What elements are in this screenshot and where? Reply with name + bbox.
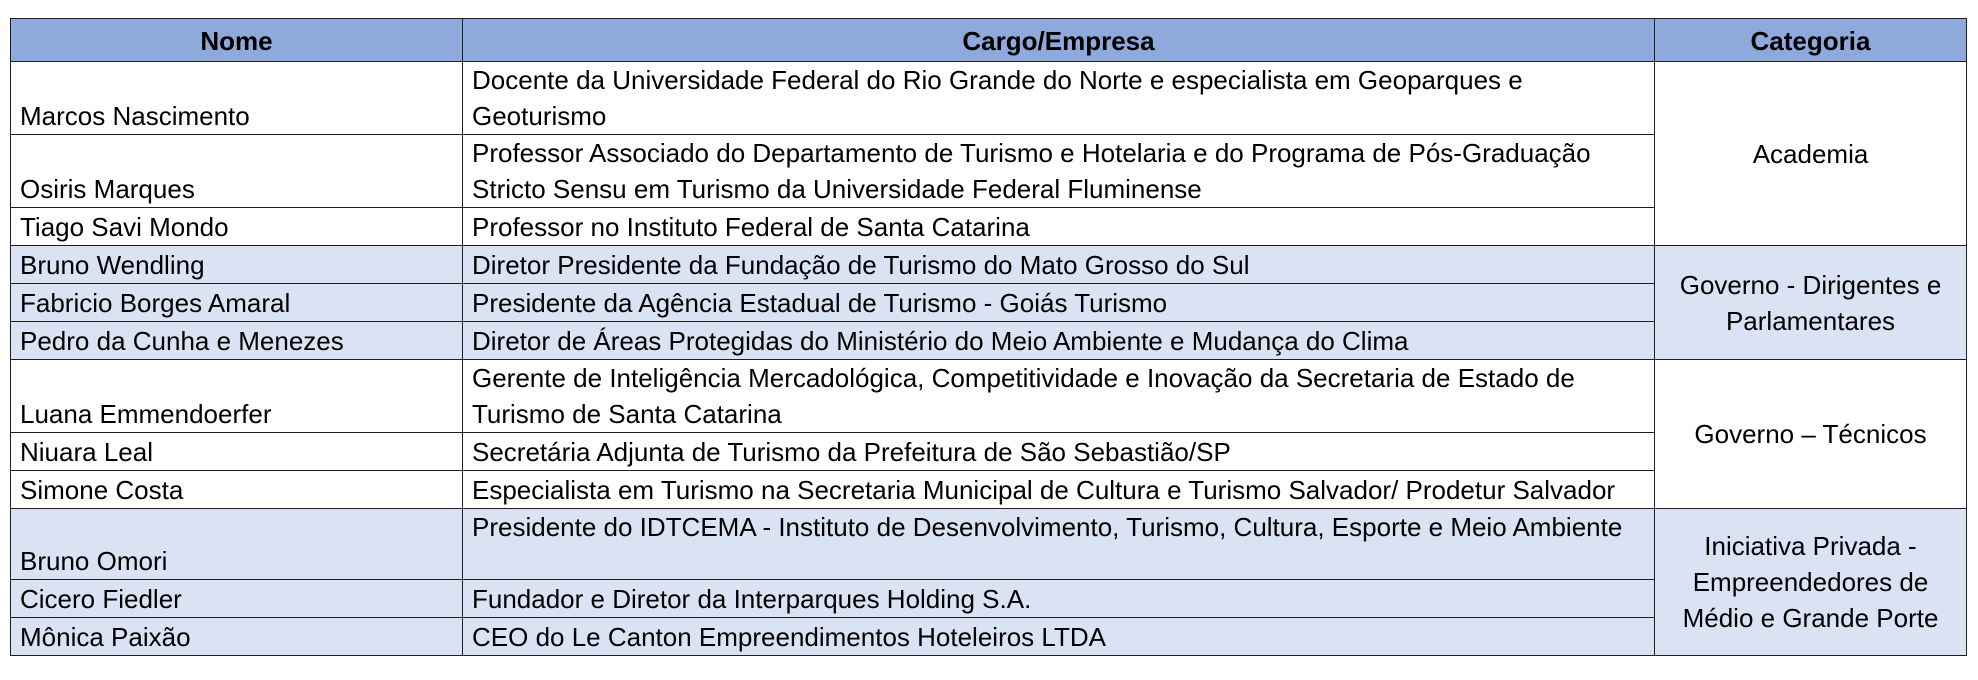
nome-cell: Pedro da Cunha e Menezes: [11, 322, 463, 360]
nome-cell: Osiris Marques: [11, 135, 463, 208]
cargo-cell: Professor Associado do Departamento de Turismo e Hotelaria e do Programa de Pós-Graduação Stricto Sensu em Turismo da Universidade Federal Fluminense: [463, 135, 1655, 208]
cargo-cell: Diretor Presidente da Fundação de Turismo do Mato Grosso do Sul: [463, 246, 1655, 284]
table-header-row: [11, 19, 1967, 62]
table-row: [11, 360, 1967, 433]
nome-cell: Niuara Leal: [11, 433, 463, 471]
cargo-cell: Professor no Instituto Federal de Santa Catarina: [463, 208, 1655, 246]
table-row: [11, 509, 1967, 580]
categoria-cell: Governo - Dirigentes e Parlamentares: [1655, 246, 1967, 360]
categoria-cell: Iniciativa Privada - Empreendedores de Médio e Grande Porte: [1655, 509, 1967, 656]
cargo-cell: Presidente da Agência Estadual de Turismo - Goiás Turismo: [463, 284, 1655, 322]
cargo-cell: Docente da Universidade Federal do Rio Grande do Norte e especialista em Geoparques e Geoturismo: [463, 62, 1655, 135]
header-categoria: Categoria: [1655, 19, 1967, 62]
cargo-cell: Secretária Adjunta de Turismo da Prefeitura de São Sebastião/SP: [463, 433, 1655, 471]
categoria-cell: Academia: [1655, 62, 1967, 246]
nome-cell: Luana Emmendoerfer: [11, 360, 463, 433]
participants-table: [10, 18, 1967, 656]
nome-cell: Simone Costa: [11, 471, 463, 509]
nome-cell: Tiago Savi Mondo: [11, 208, 463, 246]
cargo-cell: Especialista em Turismo na Secretaria Municipal de Cultura e Turismo Salvador/ Prodetur Salvador: [463, 471, 1655, 509]
cargo-cell: CEO do Le Canton Empreendimentos Hoteleiros LTDA: [463, 618, 1655, 656]
cargo-cell: Diretor de Áreas Protegidas do Ministério do Meio Ambiente e Mudança do Clima: [463, 322, 1655, 360]
header-cargo: Cargo/Empresa: [463, 19, 1655, 62]
cargo-cell: Gerente de Inteligência Mercadológica, Competitividade e Inovação da Secretaria de Estado de Turismo de Santa Catarina: [463, 360, 1655, 433]
nome-cell: Bruno Wendling: [11, 246, 463, 284]
nome-cell: Bruno Omori: [11, 509, 463, 580]
cargo-cell: Presidente do IDTCEMA - Instituto de Desenvolvimento, Turismo, Cultura, Esporte e Meio Ambiente: [463, 509, 1655, 580]
nome-cell: Marcos Nascimento: [11, 62, 463, 135]
categoria-cell: Governo – Técnicos: [1655, 360, 1967, 509]
table-row: [11, 62, 1967, 135]
nome-cell: Mônica Paixão: [11, 618, 463, 656]
cargo-cell: Fundador e Diretor da Interparques Holding S.A.: [463, 580, 1655, 618]
nome-cell: Fabricio Borges Amaral: [11, 284, 463, 322]
header-nome: Nome: [11, 19, 463, 62]
table-row: [11, 246, 1967, 284]
nome-cell: Cicero Fiedler: [11, 580, 463, 618]
